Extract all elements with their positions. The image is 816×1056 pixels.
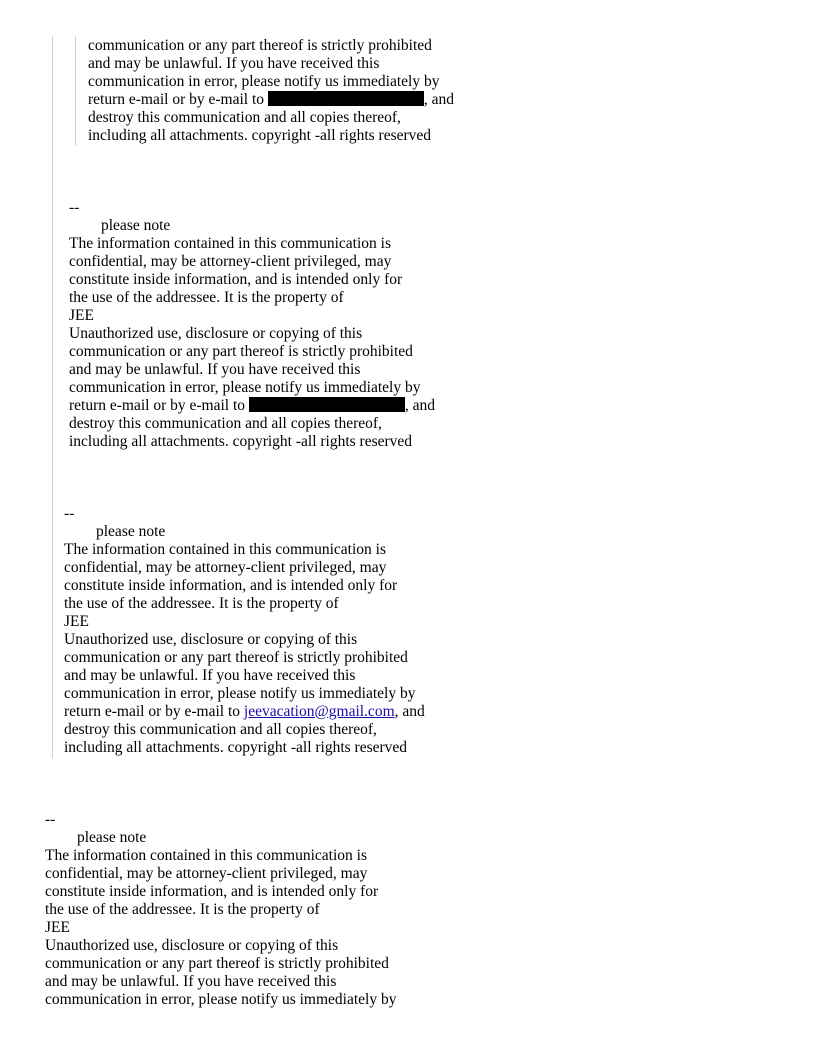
body-line: including all attachments. copyright -all rights reserved <box>64 739 408 756</box>
body-line: constitute inside information, and is intended only for <box>45 883 379 900</box>
email-suffix: , and <box>423 91 455 108</box>
body-line: the use of the addressee. It is the property of <box>69 289 344 306</box>
email-line <box>88 91 454 109</box>
body-line: destroy this communication and all copies thereof, <box>88 109 401 126</box>
body-line: communication or any part thereof is strictly prohibited <box>64 649 408 666</box>
body-line: constitute inside information, and is intended only for <box>64 577 398 594</box>
note-heading: please note <box>101 217 171 234</box>
body-line: destroy this communication and all copies thereof, <box>69 415 382 432</box>
note-heading: please note <box>77 829 147 846</box>
body-line: The information contained in this communication is <box>45 847 367 864</box>
signature-separator: -- <box>45 811 56 828</box>
body-line: JEE <box>45 919 70 936</box>
body-line: communication or any part thereof is strictly prohibited <box>88 37 432 54</box>
email-line <box>69 397 435 415</box>
redaction-box <box>249 397 405 412</box>
body-line: and may be unlawful. If you have received this <box>69 361 361 378</box>
body-line: confidential, may be attorney-client privileged, may <box>64 559 387 576</box>
body-line: and may be unlawful. If you have received this <box>88 55 380 72</box>
redaction-box <box>268 91 424 106</box>
body-line: communication in error, please notify us immediately by <box>45 991 397 1008</box>
body-line: The information contained in this communication is <box>64 541 386 558</box>
body-line: including all attachments. copyright -all rights reserved <box>69 433 413 450</box>
body-line: and may be unlawful. If you have received this <box>45 973 337 990</box>
note-heading: please note <box>96 523 166 540</box>
body-line: communication in error, please notify us immediately by <box>69 379 421 396</box>
body-line: Unauthorized use, disclosure or copying of this <box>69 325 363 342</box>
body-line: destroy this communication and all copies thereof, <box>64 721 377 738</box>
email-prefix: return e-mail or by e-mail to <box>88 91 268 108</box>
body-line: JEE <box>69 307 94 324</box>
email-prefix: return e-mail or by e-mail to <box>64 703 244 720</box>
body-line: the use of the addressee. It is the property of <box>45 901 320 918</box>
body-line: Unauthorized use, disclosure or copying of this <box>45 937 339 954</box>
email-suffix: , and <box>394 703 425 720</box>
signature-separator: -- <box>64 505 75 522</box>
quote-bar-inner <box>75 36 76 146</box>
body-line: and may be unlawful. If you have received this <box>64 667 356 684</box>
body-line: Unauthorized use, disclosure or copying of this <box>64 631 358 648</box>
email-link[interactable]: jeevacation@gmail.com <box>243 703 395 720</box>
body-line: confidential, may be attorney-client privileged, may <box>45 865 368 882</box>
body-line: The information contained in this communication is <box>69 235 391 252</box>
body-line: constitute inside information, and is intended only for <box>69 271 403 288</box>
body-line: communication or any part thereof is strictly prohibited <box>69 343 413 360</box>
email-line <box>64 703 425 721</box>
body-line: communication or any part thereof is strictly prohibited <box>45 955 389 972</box>
body-line: including all attachments. copyright -all rights reserved <box>88 127 432 144</box>
body-line: communication in error, please notify us immediately by <box>64 685 416 702</box>
body-line: JEE <box>64 613 89 630</box>
body-line: confidential, may be attorney-client privileged, may <box>69 253 392 270</box>
email-suffix: , and <box>404 397 436 414</box>
signature-separator: -- <box>69 199 80 216</box>
body-line: the use of the addressee. It is the property of <box>64 595 339 612</box>
body-line: communication in error, please notify us immediately by <box>88 73 440 90</box>
email-prefix: return e-mail or by e-mail to <box>69 397 249 414</box>
quote-bar-outer <box>52 36 53 758</box>
